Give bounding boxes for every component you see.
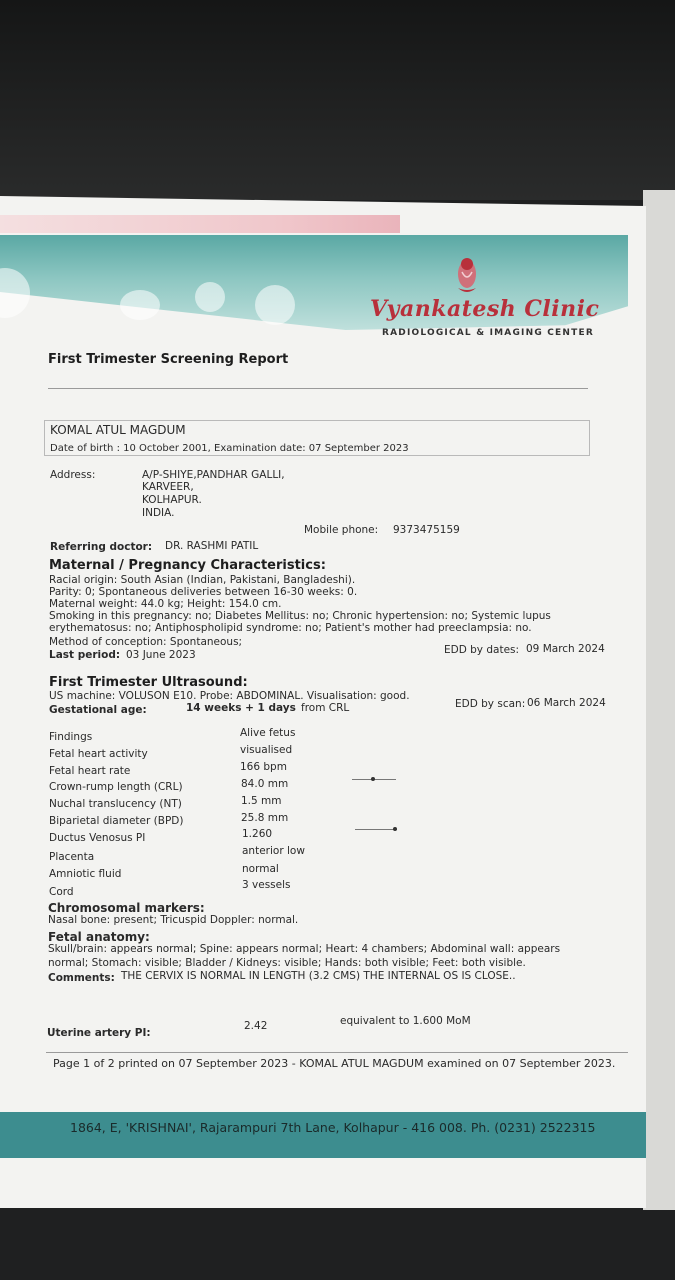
finding-label: Fetal heart activity [49, 748, 148, 760]
finding-label: Cord [49, 886, 74, 898]
anatomy-line: normal; Stomach: visible; Bladder / Kidneys: visible; Hands: both visible; Feet: both visible. [48, 957, 526, 969]
uterine-label: Uterine artery PI: [47, 1027, 151, 1039]
finding-value: 166 bpm [240, 761, 287, 773]
markers-heading: Chromosomal markers: [48, 901, 205, 915]
bpd-range-marker [355, 829, 397, 830]
finding-label: Findings [49, 731, 93, 743]
page-edge-underneath [643, 190, 675, 1210]
dob-exam-line: Date of birth : 10 October 2001, Examination date: 07 September 2023 [50, 443, 409, 454]
address-line: KARVEER, [142, 481, 194, 493]
clinic-name: Vyankatesh Clinic [370, 296, 600, 322]
mobile-label: Mobile phone: [304, 524, 379, 536]
finding-label: Nuchal translucency (NT) [49, 798, 182, 810]
maternal-line: Parity: 0; Spontaneous deliveries between 16-30 weeks: 0. [49, 586, 358, 598]
ga-value: 14 weeks + 1 days [186, 702, 296, 714]
finding-value: anterior low [242, 845, 305, 857]
background-dark [0, 0, 675, 200]
edd-scan-label: EDD by scan: [455, 698, 526, 710]
ultrasound-heading: First Trimester Ultrasound: [49, 675, 248, 690]
finding-label: Crown-rump length (CRL) [49, 781, 183, 793]
finding-value: 3 vessels [242, 879, 291, 891]
footer-band [0, 1112, 646, 1158]
finding-value: normal [242, 863, 279, 875]
ga-label: Gestational age: [49, 704, 147, 716]
header-decor-strip [0, 215, 400, 233]
address-label: Address: [50, 469, 96, 481]
comments-text: THE CERVIX IS NORMAL IN LENGTH (3.2 CMS) THE INTERNAL OS IS CLOSE.. [121, 970, 516, 982]
finding-label: Fetal heart rate [49, 765, 131, 777]
maternal-line: Smoking in this pregnancy: no; Diabetes Mellitus: no; Chronic hypertension: no; Systemic lupus [49, 610, 551, 622]
page-footer-line: Page 1 of 2 printed on 07 September 2023 - KOMAL ATUL MAGDUM examined on 07 September 2023. [53, 1057, 616, 1070]
edd-scan-value: 06 March 2024 [527, 697, 606, 709]
last-period-label: Last period: [49, 649, 121, 661]
finding-value: visualised [240, 744, 293, 756]
ga-from: from CRL [301, 702, 350, 714]
finding-value: 25.8 mm [241, 812, 289, 824]
decor-bubble [255, 285, 295, 325]
comments-label: Comments: [48, 972, 115, 984]
markers-line: Nasal bone: present; Tricuspid Doppler: normal. [48, 914, 299, 926]
finding-label: Placenta [49, 851, 95, 863]
maternal-line: Method of conception: Spontaneous; [49, 636, 243, 648]
referring-label: Referring doctor: [50, 541, 153, 553]
maternal-line: erythematosus: no; Antiphospholipid syndrome: no; Patient's mother had preeclampsia: no. [49, 622, 532, 634]
footer-rule [46, 1052, 628, 1053]
address-line: INDIA. [142, 507, 175, 519]
decor-bubble [195, 282, 225, 312]
finding-value: 1.260 [242, 828, 273, 840]
machine-line: US machine: VOLUSON E10. Probe: ABDOMINAL. Visualisation: good. [49, 690, 410, 702]
finding-value: 1.5 mm [241, 795, 282, 807]
referring-doctor: DR. RASHMI PATIL [165, 540, 259, 552]
finding-label: Amniotic fluid [49, 868, 122, 880]
address-line: KOLHAPUR. [142, 494, 202, 506]
bpd-range-dot [393, 827, 397, 831]
edd-dates-label: EDD by dates: [444, 644, 520, 656]
uterine-equivalent: equivalent to 1.600 MoM [340, 1015, 471, 1027]
finding-value: 84.0 mm [241, 778, 289, 790]
report-title: First Trimester Screening Report [48, 352, 289, 367]
anatomy-line: Skull/brain: appears normal; Spine: appears normal; Heart: 4 chambers; Abdominal wall: appears [48, 943, 561, 955]
finding-label: Ductus Venosus PI [49, 832, 146, 844]
finding-label: Biparietal diameter (BPD) [49, 815, 184, 827]
clinic-address-footer: 1864, E, 'KRISHNAI', Rajarampuri 7th Lane, Kolhapur - 416 008. Ph. (0231) 2522315 [70, 1120, 596, 1135]
maternal-line: Racial origin: South Asian (Indian, Pakistani, Bangladeshi). [49, 574, 356, 586]
anatomy-heading: Fetal anatomy: [48, 930, 150, 944]
maternal-line: Maternal weight: 44.0 kg; Height: 154.0 cm. [49, 598, 282, 610]
address-line: A/P-SHIYE,PANDHAR GALLI, [142, 469, 285, 481]
last-period-value: 03 June 2023 [126, 649, 196, 661]
decor-bubble [120, 290, 160, 320]
uterine-value: 2.42 [244, 1020, 268, 1032]
mobile-value: 9373475159 [393, 524, 460, 536]
edd-dates-value: 09 March 2024 [526, 643, 605, 655]
clinic-subtitle: RADIOLOGICAL & IMAGING CENTER [382, 328, 594, 338]
crl-range-dot [371, 777, 375, 781]
patient-name: KOMAL ATUL MAGDUM [50, 423, 186, 437]
clinic-logo-icon [450, 252, 484, 296]
divider [48, 388, 588, 389]
finding-value: Alive fetus [240, 727, 296, 739]
maternal-heading: Maternal / Pregnancy Characteristics: [49, 558, 326, 573]
